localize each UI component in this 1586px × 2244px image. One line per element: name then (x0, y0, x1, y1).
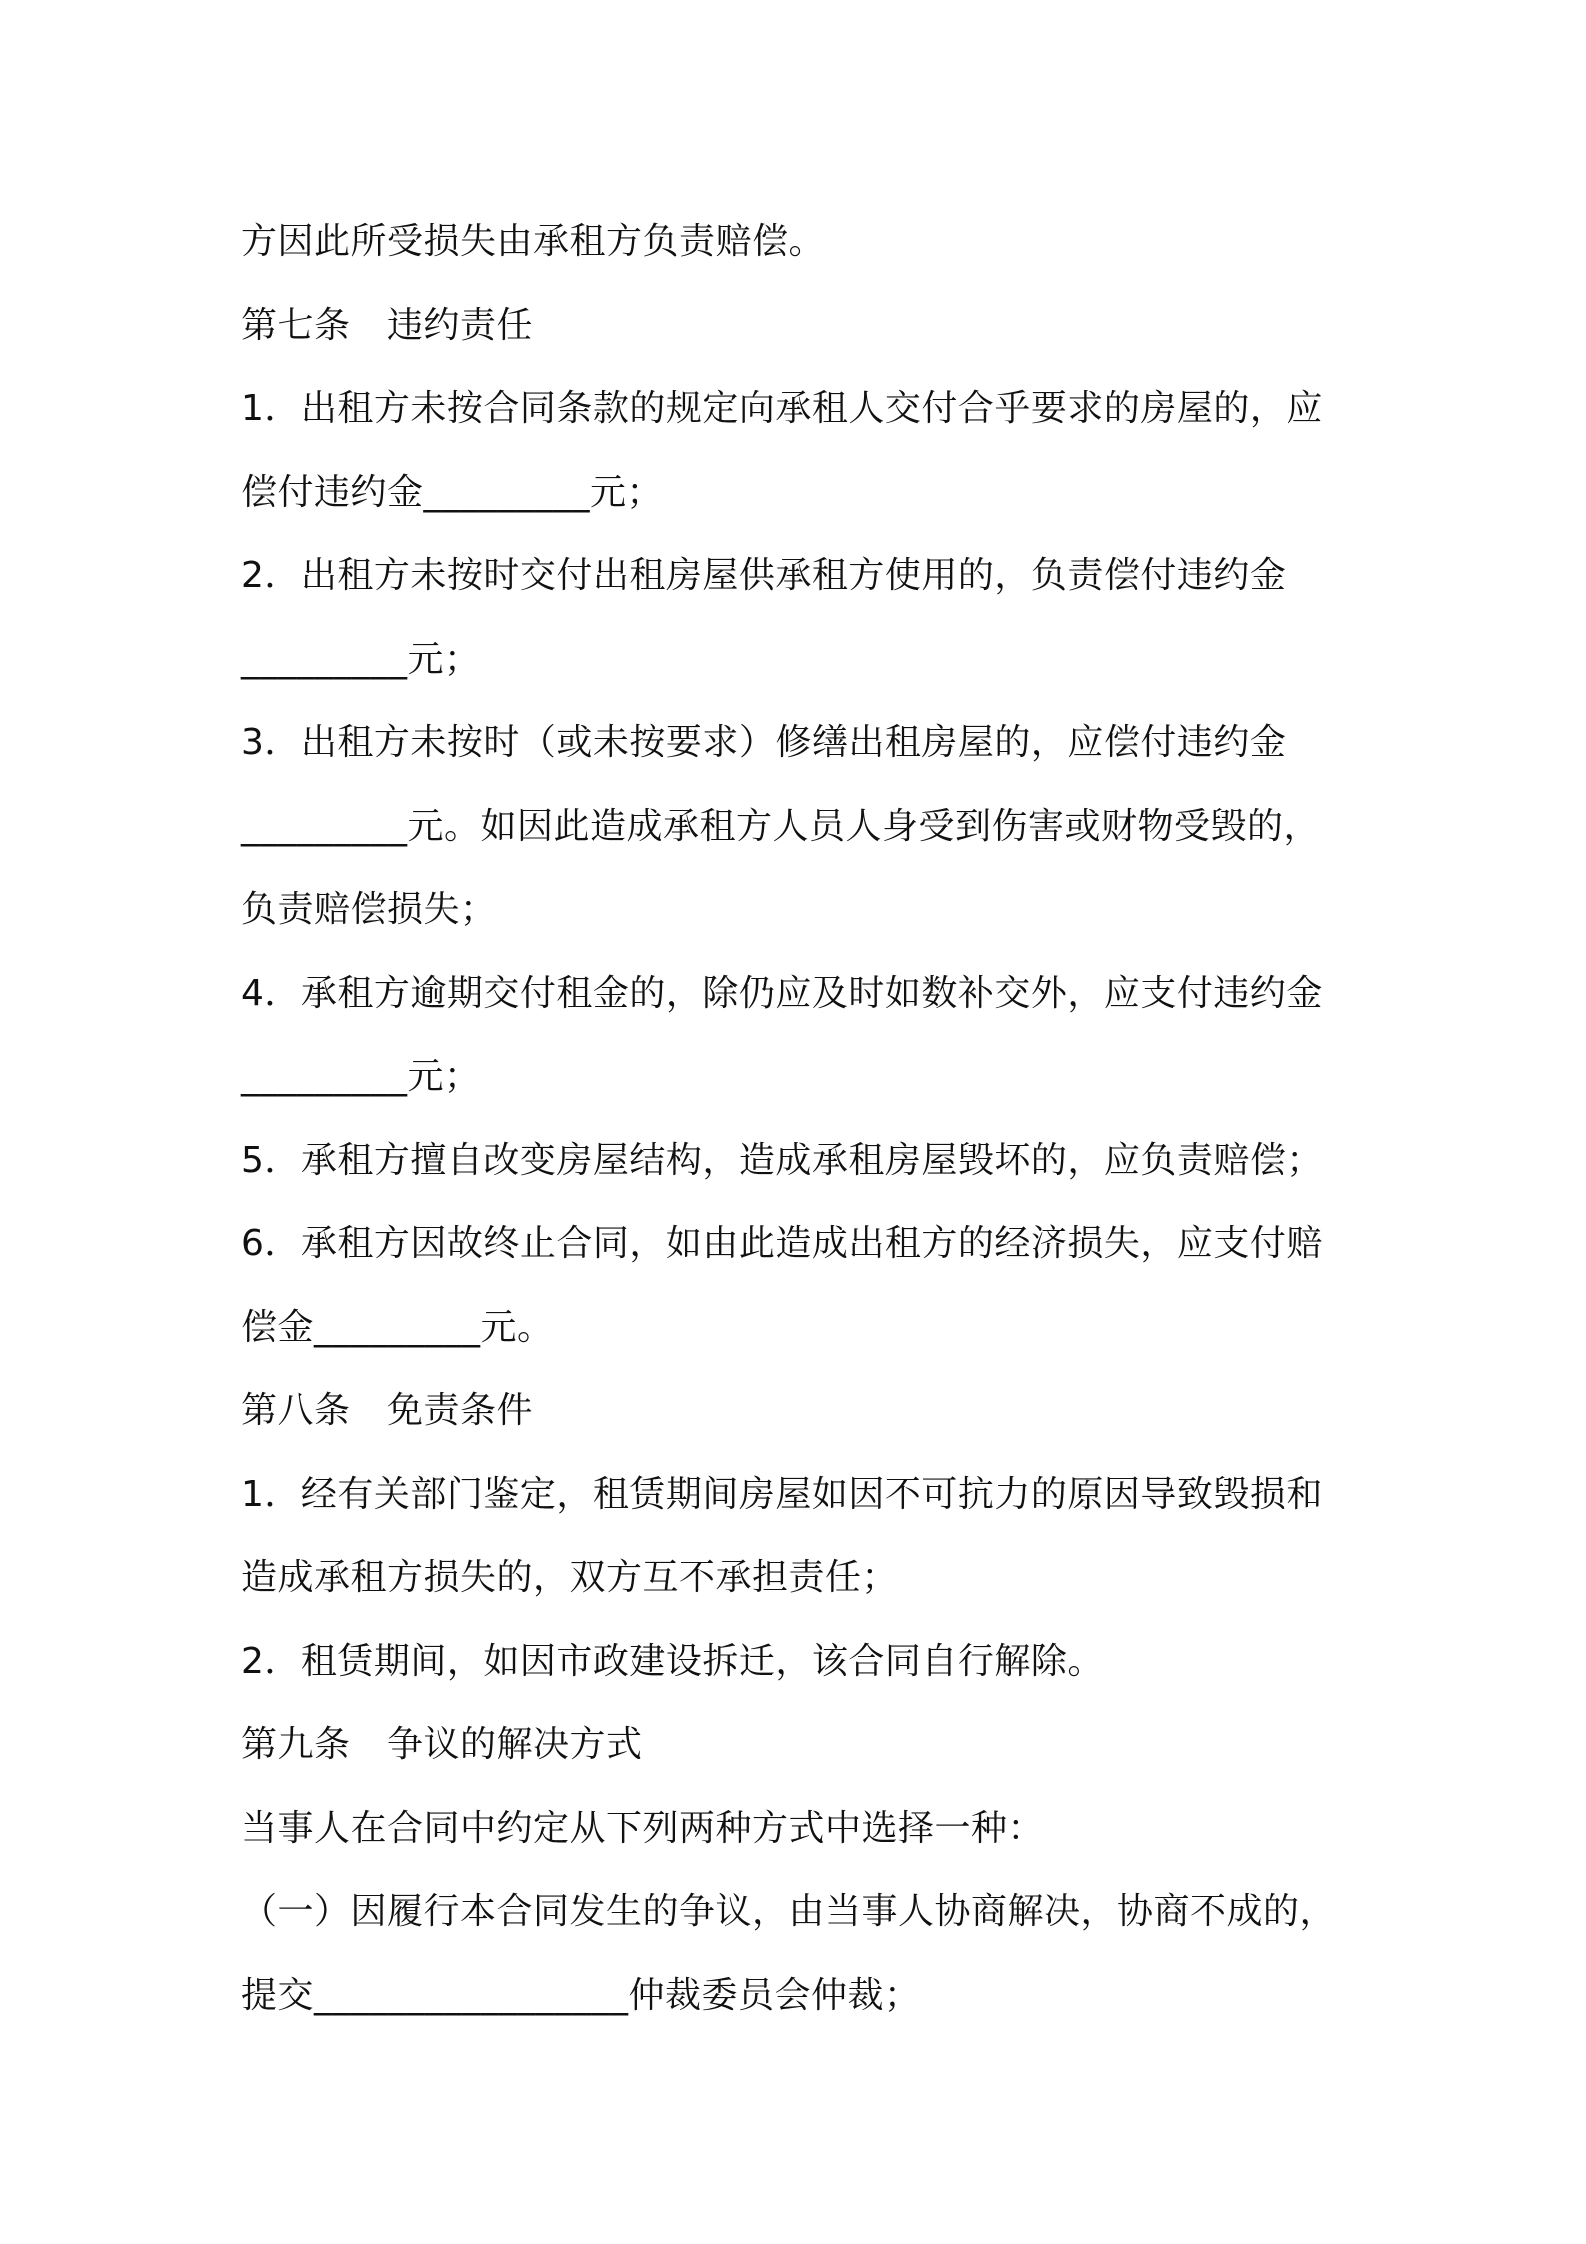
text-line: 2．租赁期间，如因市政建设拆迁，该合同自行解除。 (241, 1640, 1104, 1682)
text-line: 6．承租方因故终止合同，如由此造成出租方的经济损失，应支付赔 (241, 1223, 1323, 1264)
text-line: 5．承租方擅自改变房屋结构，造成承租房屋毁坏的，应负责赔偿； (241, 1139, 1323, 1181)
text-line: 方因此所受损失由承租方负责赔偿。 (241, 221, 826, 262)
text-line: _________元； (241, 638, 481, 680)
text-line: 造成承租方损失的，双方互不承担责任； (241, 1557, 899, 1598)
text-line: _________元； (241, 1056, 481, 1097)
article-8-heading: 第八条 免责条件 (241, 1390, 534, 1431)
text-line: 偿付违约金_________元； (241, 471, 664, 513)
text-line: 1．经有关部门鉴定，租赁期间房屋如因不可抗力的原因导致毁损和 (241, 1473, 1323, 1515)
text-line: 当事人在合同中约定从下列两种方式中选择一种： (241, 1807, 1045, 1849)
article-9-heading: 第九条 争议的解决方式 (241, 1724, 643, 1765)
document-body (241, 200, 1371, 2037)
text-line: 4．承租方逾期交付租金的，除仍应及时如数补交外，应支付违约金 (241, 972, 1323, 1014)
text-line: （一）因履行本合同发生的争议，由当事人协商解决，协商不成的， (241, 1891, 1337, 1932)
article-7-heading: 第七条 违约责任 (241, 304, 534, 346)
text-line: 负责赔偿损失； (241, 889, 497, 930)
text-line: 3．出租方未按时（或未按要求）修缮出租房屋的，应偿付违约金 (241, 722, 1287, 763)
text-line: _________元。如因此造成承租方人员人身受到伤害或财物受毁的， (241, 805, 1321, 847)
text-line: 偿金_________元。 (241, 1306, 554, 1348)
text-line: 提交_________________仲裁委员会仲裁； (241, 1974, 921, 2016)
text-line: 2．出租方未按时交付出租房屋供承租方使用的，负责偿付违约金 (241, 555, 1287, 596)
text-line: 1．出租方未按合同条款的规定向承租人交付合乎要求的房屋的，应 (241, 388, 1323, 429)
